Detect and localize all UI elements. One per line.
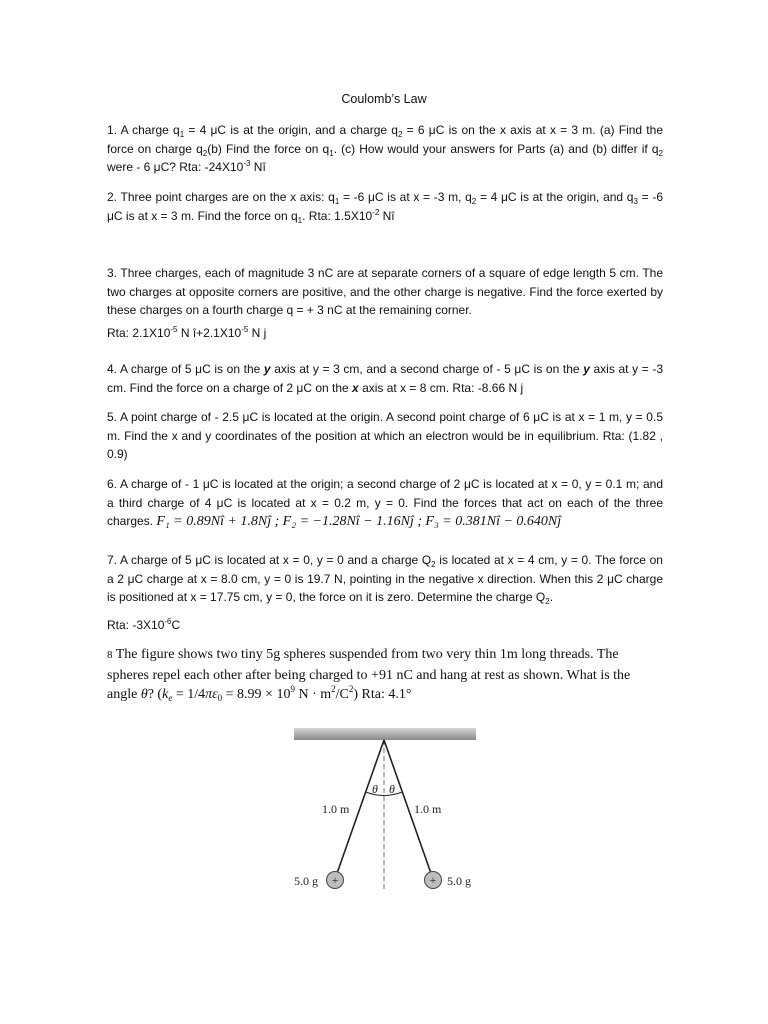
problem-8: 8 The figure shows two tiny 5g spheres suspended from two very thin 1m long threads. The spheres repel each other after being charged to +91 nC and hang at rest as shown. What is the angle θ? ($k_e = 1/4\pi\varepsilon_0 = 8.99 \times 10^9$ $N \cdot m^2/C^2$) Rta: 4.1° xyxy=(107,647,631,703)
right-charge-sign: + xyxy=(429,873,437,887)
page-title: Coulomb’s Law xyxy=(341,92,427,106)
problem-6: 6. A charge of - 1 μC is located at the origin; a second charge of 2 μC is located at x = 0, y = 0.1 m; and a third charge of 4 μC is located at x = 0.2 m, y = 0. Find the forces that act on each of the three charges. F₁ = 0.89Nî + 1.8Nĵ ; F₂ = −1.28Nî − 1.16Nĵ ; F₃ = 0.381Nî − 0.640Nĵ xyxy=(107,477,663,529)
theta-right-label: θ xyxy=(389,782,395,796)
right-mass-label: 5.0 g xyxy=(447,874,471,888)
problem-5: 5. A point charge of - 2.5 μC is located at the origin. A second point charge of 6 μC is at x = 1 m, y = 0.5 m. Find the x and y coordinates of the position at which an electron would be in equilibrium. Rta: (1.82 , 0.9) xyxy=(107,410,663,461)
force-f3: F₃ = 0.381Nî − 0.640Nĵ xyxy=(425,514,562,529)
problem-1: 1. A charge $q_1 = 4$ μC is at the origin, and a charge $q_2 = 6$ μC is on the x axis at x = 3 m. (a) Find the force on charge $q_2(b)$ Find the force on $q_1$. (c) How would your answers for Parts (a) and (b) differ if $q_2$ were - 6 μC? Rta: $-24X10^{-3}$ Nî xyxy=(107,123,663,174)
ceiling-bar xyxy=(294,728,476,740)
theta-left-label: θ xyxy=(372,782,378,796)
problem-4: 4. A charge of 5 μC is on the y axis at y = 3 cm, and a second charge of - 5 μC is on the y axis at y = -3 cm. Find the force on a charge of 2 μC on the x axis at x = 8 cm. Rta: -8.66 N j xyxy=(107,362,664,395)
right-length-label: 1.0 m xyxy=(414,802,442,816)
problem-2: 2. Three point charges are on the x axis: $q_1 = -6$ μC is at x = -3 m, $q_2 = 4$ μC is at the origin, and $q_3 = -6$ μC is at x = 3 m. Find the force on $q_1$. Rta: $1.5X10^{-2}$ Nî xyxy=(107,190,663,225)
pendulum-figure xyxy=(280,720,490,900)
problem-3-answer: Rta: $2.1X10^{-5}$ N $î+2.1X10^{-5}$ N j xyxy=(107,325,267,340)
left-charge-sign: + xyxy=(331,873,339,887)
left-length-label: 1.0 m xyxy=(322,802,350,816)
force-f2: F₂ = −1.28Nî − 1.16Nĵ ; xyxy=(282,514,423,529)
left-mass-label: 5.0 g xyxy=(294,874,318,888)
problem-7-answer: Rta: $-3X10^{-6}C$ xyxy=(107,617,181,632)
problem-7: 7. A charge of 5 μC is located at x = 0, y = 0 and a charge $Q_2$ is located at x = 4 cm, y = 0. The force on a 2 μC charge at x = 8.0 cm, y = 0 is 19.7 N, pointing in the negative x direction. When this 2 μC charge is positioned at x = 17.75 cm, y = 0, the force on it is zero. Determine the charge $Q_2$. xyxy=(107,553,663,606)
problem-3: 3. Three charges, each of magnitude 3 nC are at separate corners of a square of edge length 5 cm. The two charges at opposite corners are positive, and the other charge is negative. Find the force exerted by these charges on a fourth charge q = + 3 nC at the remaining corner. xyxy=(107,266,663,317)
force-f1: F₁ = 0.89Nî + 1.8Nĵ ; xyxy=(156,514,280,529)
